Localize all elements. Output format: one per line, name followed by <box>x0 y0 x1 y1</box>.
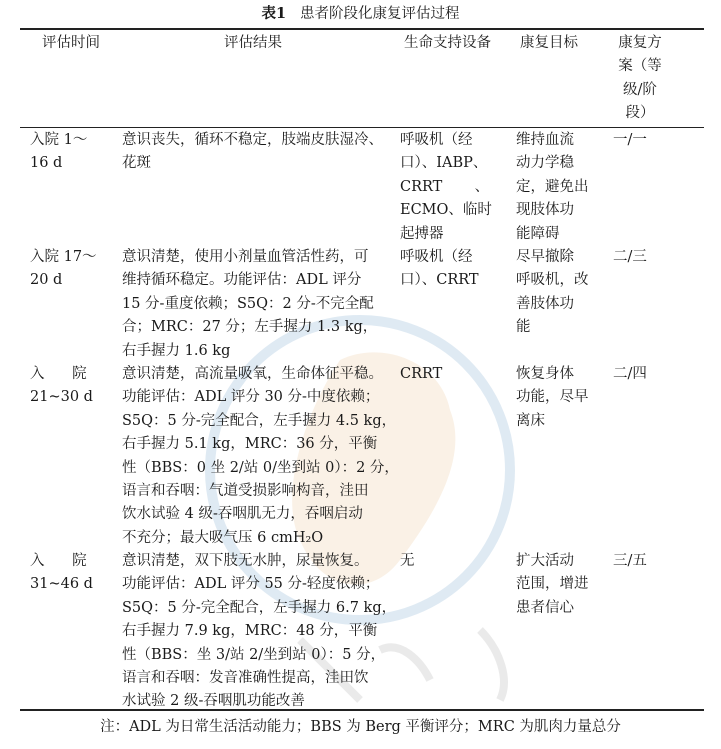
row1-time: 入院 1～ 16 d <box>30 132 88 172</box>
row4-goal: 扩大活动 范围，增进 患者信心 <box>516 553 589 616</box>
table-note: 注：ADL 为日常生活活动能力；BBS 为 Berg 平衡评分；MRC 为肌肉力量总分 <box>100 719 621 735</box>
row2-goal: 尽早撤除 呼吸机，改 善肢体功 能 <box>516 249 589 336</box>
row3-goal: 恢复身体 功能，尽早 离床 <box>516 366 589 429</box>
header-goal: 康复目标 <box>520 35 578 51</box>
header-device: 生命支持设备 <box>404 35 491 51</box>
row1-result: 意识丧失，循环不稳定，肢端皮肤湿冷、 花斑 <box>122 132 383 172</box>
row1-goal: 维持血流 动力学稳 定，避免出 现肢体功 能障碍 <box>516 132 589 242</box>
row1-plan: 一/一 <box>613 132 647 148</box>
row1-device: 呼吸机（经 口）、IABP、 CRRT 、 ECMO、临时 起搏器 <box>400 132 492 242</box>
row2-time: 入院 17～ 20 d <box>30 249 97 289</box>
row3-plan: 二/四 <box>613 366 647 382</box>
table-number: 表1 <box>261 5 287 22</box>
header-plan: 康复方 案（等 级/阶 段） <box>618 35 662 122</box>
row3-result: 意识清楚，高流量吸氧，生命体征平稳。 功能评估：ADL 评分 30 分-中度依赖； S5Q：5 分-完全配合，左手握力 4.5 kg， 右手握力 5.1 kg，MRC：36 分，平衡 性（BBS：0 坐 2/站 0/坐到站 0）：2 分， 语言和吞咽：气道受损影响构音，洼田 饮水试验 4 级-吞咽肌无力，吞咽启动 不充分；最大吸气压 6 cmH₂O <box>122 366 399 546</box>
table-top-rule <box>20 28 704 30</box>
row4-time: 入 院 31~46 d <box>30 553 93 593</box>
table-caption <box>0 4 721 24</box>
row2-plan: 二/三 <box>613 249 647 265</box>
table-title: 患者阶段化康复评估过程 <box>300 6 460 22</box>
row3-device: CRRT <box>400 366 443 382</box>
row2-result: 意识清楚，使用小剂量血管活性药，可 维持循环稳定。功能评估：ADL 评分 15 分-重度依赖；S5Q：2 分-不完全配 合；MRC：27 分；左手握力 1.3 kg， 右手握力 1.6 kg <box>122 249 378 359</box>
row2-device: 呼吸机（经 口）、CRRT <box>400 249 479 289</box>
header-time: 评估时间 <box>42 35 100 51</box>
row4-device: 无 <box>400 553 415 569</box>
header-result: 评估结果 <box>224 35 282 51</box>
row4-result: 意识清楚，双下肢无水肿，尿量恢复。 功能评估：ADL 评分 55 分-轻度依赖； S5Q：5 分-完全配合，左手握力 6.7 kg， 右手握力 7.9 kg，MRC：48 分，平衡 性（BBS：坐 3/站 2/坐到站 0）：5 分， 语言和吞咽：发音准确性提高，洼田饮 水试验 2 级-吞咽肌功能改善 <box>122 553 397 710</box>
row3-time: 入 院 21~30 d <box>30 366 93 406</box>
row4-plan: 三/五 <box>613 553 647 569</box>
table-header-rule <box>20 127 704 128</box>
